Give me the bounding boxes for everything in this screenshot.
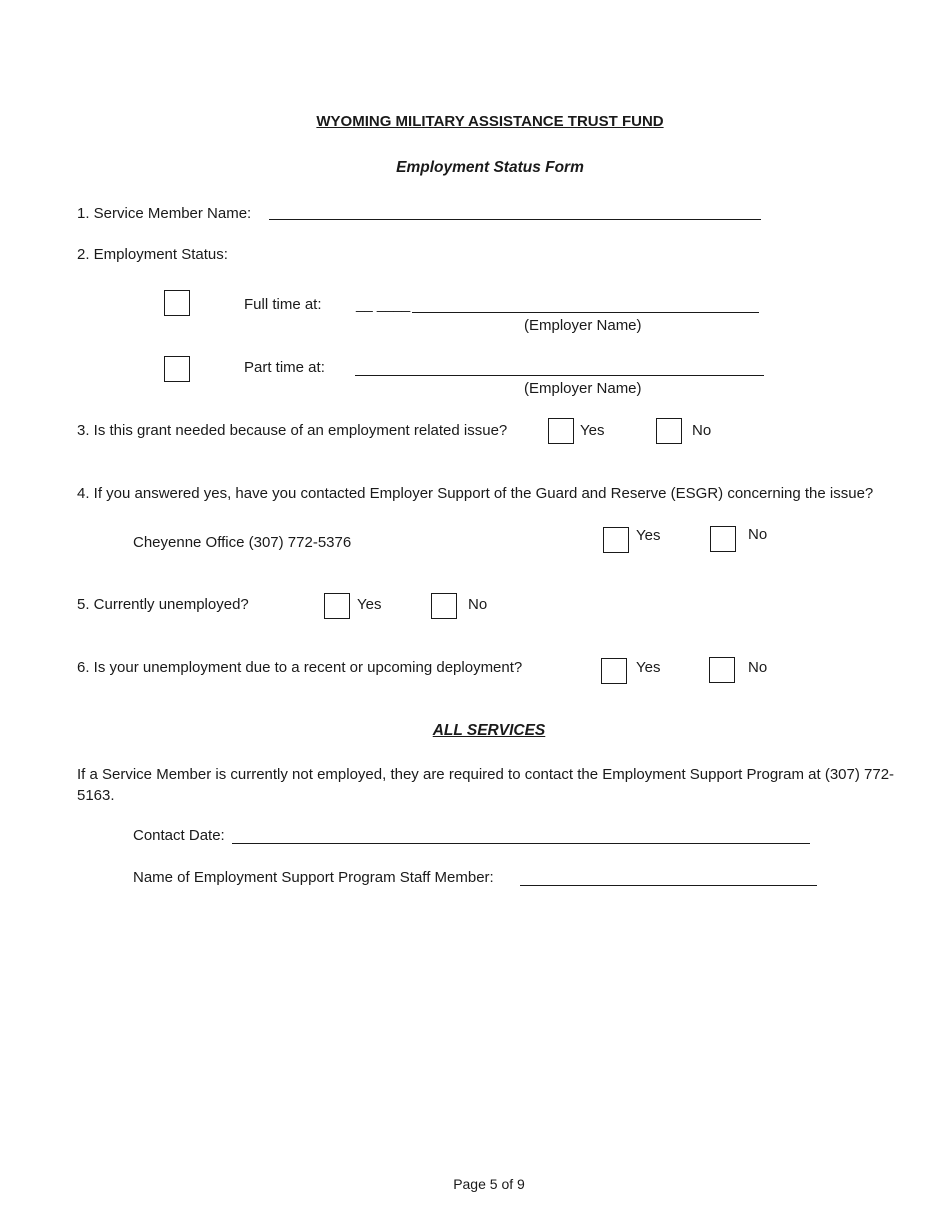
part-time-employer-caption: (Employer Name) [524, 380, 642, 397]
part-time-employer-field[interactable] [355, 375, 764, 376]
q6-no-checkbox[interactable] [709, 657, 735, 683]
q4-label: 4. If you answered yes, have you contacted Employer Support of the Guard and Reserve (ESGR) concerning the issue? [77, 485, 874, 502]
q5-yes-checkbox[interactable] [324, 593, 350, 619]
q5-label: 5. Currently unemployed? [77, 596, 249, 613]
part-time-label: Part time at: [244, 359, 325, 376]
form-title: WYOMING MILITARY ASSISTANCE TRUST FUND [316, 113, 664, 130]
q5-no-checkbox[interactable] [431, 593, 457, 619]
q6-no-label: No [748, 659, 768, 676]
q6-yes-label: Yes [636, 659, 661, 676]
q5-yes-label: Yes [357, 596, 382, 613]
q3-yes-label: Yes [580, 422, 605, 439]
full-time-employer-field[interactable] [412, 312, 759, 313]
part-time-checkbox[interactable] [164, 356, 190, 382]
full-time-employer-caption: (Employer Name) [524, 317, 642, 334]
full-time-label: Full time at: [244, 296, 322, 313]
q3-label: 3. Is this grant needed because of an employment related issue? [77, 422, 508, 439]
q6-yes-checkbox[interactable] [601, 658, 627, 684]
q4-no-checkbox[interactable] [710, 526, 736, 552]
q5-no-label: No [468, 596, 488, 613]
q3-yes-checkbox[interactable] [548, 418, 574, 444]
all-services-heading: ALL SERVICES [432, 722, 546, 739]
form-subtitle: Employment Status Form [396, 159, 584, 176]
contact-date-field[interactable] [232, 843, 810, 844]
staff-member-label: Name of Employment Support Program Staff Member: [133, 869, 494, 886]
q3-no-label: No [692, 422, 712, 439]
cheyenne-office-phone: Cheyenne Office (307) 772-5376 [133, 534, 352, 551]
contact-date-label: Contact Date: [133, 827, 225, 844]
q6-label: 6. Is your unemployment due to a recent or upcoming deployment? [77, 659, 523, 676]
q1-label: 1. Service Member Name: [77, 205, 252, 222]
full-time-prefix: __ ____ [356, 296, 411, 313]
q4-yes-checkbox[interactable] [603, 527, 629, 553]
q2-label: 2. Employment Status: [77, 246, 228, 263]
q4-yes-label: Yes [636, 527, 661, 544]
q3-no-checkbox[interactable] [656, 418, 682, 444]
page-number: Page 5 of 9 [453, 1176, 525, 1192]
q4-no-label: No [748, 526, 768, 543]
full-time-checkbox[interactable] [164, 290, 190, 316]
all-services-paragraph: If a Service Member is currently not employed, they are required to contact the Employment Support Program at (307) 772-5163. [77, 766, 895, 804]
service-member-name-field[interactable] [269, 219, 761, 220]
staff-member-field[interactable] [520, 885, 817, 886]
